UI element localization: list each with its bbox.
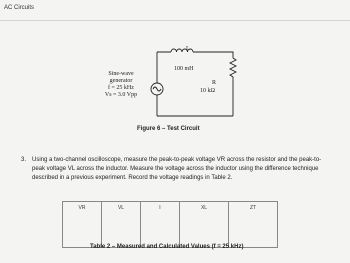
table-cell-i[interactable]: I: [141, 202, 180, 248]
wire-top: [157, 52, 233, 58]
figure-caption: Figure 6 – Test Circuit: [137, 126, 200, 132]
source-line: Sine-wave: [108, 71, 134, 77]
instruction-step: [21, 156, 332, 183]
source-line: generator: [109, 78, 133, 84]
source-label: [97, 71, 145, 99]
circuit-diagram: [0, 40, 350, 130]
source-line: f = 25 kHz: [108, 85, 134, 91]
inductor-label: [174, 46, 194, 72]
table-cell-vl[interactable]: VL: [102, 202, 141, 248]
table-caption: Table 2 – Measured and Calculated Values (f = 25 kHz): [90, 244, 244, 250]
header-title: AC Circuits: [4, 5, 35, 11]
sine-wave-icon: [153, 87, 161, 91]
resistor-symbol: R: [212, 80, 217, 86]
inductor-symbol: L: [186, 46, 190, 52]
table-cell-zt[interactable]: ZT: [229, 202, 278, 248]
table-row: [63, 202, 278, 248]
table-cell-xl[interactable]: XL: [180, 202, 229, 248]
step-text: Using a two-channel oscilloscope, measure the peak-to-peak voltage VR across the resistor and the peak-to-peak voltage VL across the inductor. Measure the voltage across the inductor using the difference technique described in a previous experiment. Record the voltage readings in Table 2.: [32, 157, 322, 181]
step-number: 3.: [21, 157, 27, 163]
source-line: Vs = 3.0 Vpp: [104, 92, 138, 98]
resistor-value: 10 kΩ: [200, 88, 215, 94]
page-header: [0, 0, 350, 21]
resistor-zigzag: [230, 58, 236, 116]
table-cell-vr[interactable]: VR: [63, 202, 102, 248]
inductor-value: 100 mH: [174, 66, 194, 72]
resistor-label: [200, 80, 217, 94]
values-table: [62, 201, 278, 248]
